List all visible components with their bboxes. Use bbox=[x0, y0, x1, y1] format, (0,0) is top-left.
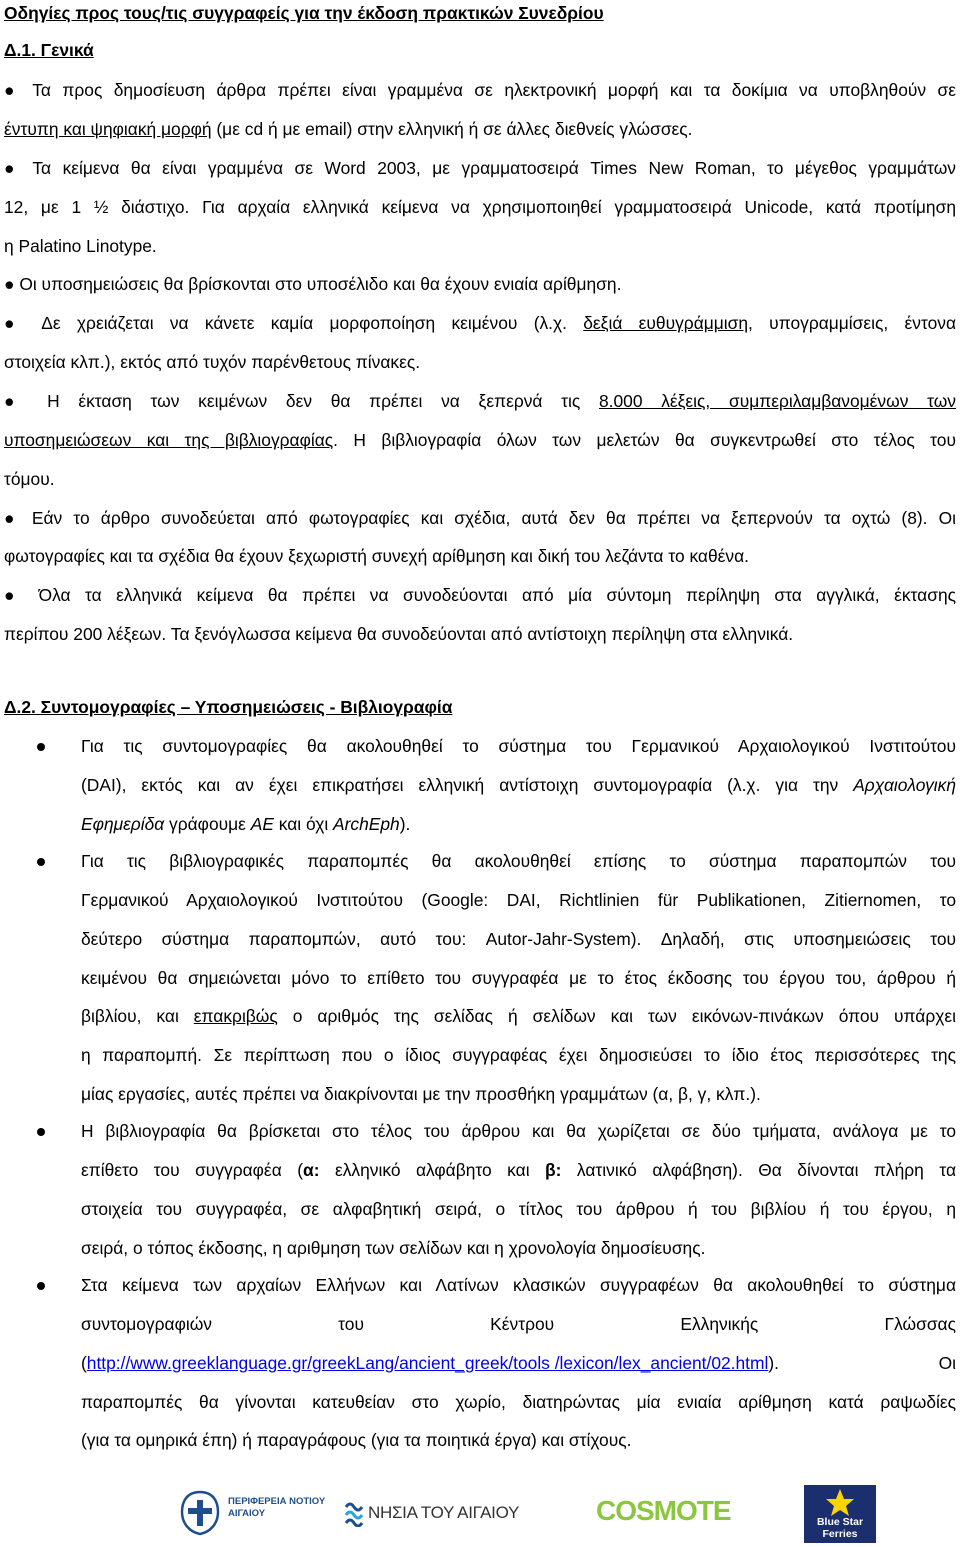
greek-emblem-icon bbox=[178, 1490, 222, 1536]
text-run: γράφουμε bbox=[164, 814, 251, 834]
underlined-text: επακριβώς bbox=[193, 1006, 278, 1026]
waves-icon bbox=[344, 1499, 364, 1527]
text-run: ο αριθμός της σελίδας ή σελίδων και των εικόνων-πινάκων όπου υπάρχει bbox=[277, 1006, 956, 1026]
paragraph-length-line bbox=[4, 390, 956, 412]
italic-text: Αρχαιολογική bbox=[853, 775, 956, 795]
text-run: λατινικό αλφάβηση). Θα δίνονται πλήρη τα bbox=[561, 1160, 957, 1180]
bullet-abbreviations-line: Για τις συντομογραφίες θα ακολουθηθεί το σύστημα του Γερμανικού Αρχαιολογικού Ινστιτούτου bbox=[81, 736, 956, 756]
text-run: υπογραμμίσεις, έντονα bbox=[752, 313, 956, 333]
paragraph-submission-line: ● Τα προς δημοσίευση άρθρα πρέπει είναι γραμμένα σε ηλεκτρονική μορφή και τα δοκίμια να υποβληθούν σε bbox=[4, 80, 956, 100]
italic-text: Εφημερίδα bbox=[81, 814, 165, 834]
star-icon bbox=[825, 1488, 855, 1518]
paragraph-footnotes: ● Οι υποσημειώσεις θα βρίσκονται στο υποσέλιδο και θα έχουν ενιαία αρίθμηση. bbox=[4, 274, 622, 294]
bullet-icon bbox=[37, 858, 45, 866]
bullet-bibliography-line bbox=[81, 1159, 956, 1181]
bullet-classics-line: (για τα ομηρικά έπη) ή παραγράφους (για τα ποιητικά έργα) και στίχους. bbox=[81, 1430, 632, 1450]
cosmote-logo bbox=[594, 1482, 731, 1542]
islands-logo-text: ΝΗΣΙΑ ΤΟΥ ΑΙΓΑΙΟΥ bbox=[368, 1503, 520, 1522]
bluestar-text-line2: Ferries bbox=[822, 1528, 858, 1540]
bluestar-text-line1: Blue Star bbox=[816, 1516, 864, 1528]
bullet-classics-line: συντομογραφιών του Κέντρου Ελληνικής Γλώσσας bbox=[81, 1314, 956, 1334]
paragraph-photos-line: ● Εάν το άρθρο συνοδεύεται από φωτογραφίες και σχέδια, αυτά δεν θα πρέπει να ξεπερνούν τα οχτώ (8). Οι bbox=[4, 508, 956, 528]
text-run: . Η βιβλιογραφία όλων των μελετών θα συγκεντρωθεί στο τέλος του bbox=[333, 430, 956, 450]
paragraph-abstract-line: περίπου 200 λέξεων. Τα ξενόγλωσσα κείμενα θα συνοδεύονται από αντίστοιχη περίληψη στα ελληνικά. bbox=[4, 624, 794, 644]
bullet-references-line: κειμένου θα σημειώνεται μόνο το επίθετο του συγγραφέα με το έτος έκδοσης του έργου του, άρθρου ή bbox=[81, 968, 956, 988]
paragraph-length-line: τόμου. bbox=[4, 469, 55, 489]
text-run: βιβλίου, και bbox=[81, 1006, 194, 1026]
bullet-classics-line bbox=[81, 1352, 956, 1374]
bullet-bibliography-line: σειρά, ο τόπος έκδοσης, η αριθμηση των σελίδων και η χρονολογία δημοσίευσης. bbox=[81, 1238, 706, 1258]
bullet-references-line bbox=[81, 1005, 956, 1027]
bullet-abbreviations-line bbox=[81, 774, 956, 796]
bullet-bibliography-line: στοιχεία του συγγραφέα, σε αλφαβητική σειρά, ο τίτλος του άρθρου ή του βιβλίου ή του έργου, η bbox=[81, 1199, 956, 1219]
bullet-references-line: Γερμανικού Αρχαιολογικού Ινστιτούτου (Google: DAI, Richtlinien für Publikationen, Zitiernomen, το bbox=[81, 890, 956, 910]
bold-text: α: bbox=[303, 1160, 320, 1180]
text-run: ( bbox=[81, 1353, 87, 1373]
text-run: ● Δε χρειάζεται να κάνετε καμία μορφοποίηση κειμένου (λ.χ. bbox=[4, 313, 584, 333]
bullet-references-line: Για τις βιβλιογραφικές παραπομπές θα ακολουθηθεί επίσης το σύστημα παραπομπών του bbox=[81, 851, 956, 871]
paragraph-format-line: ● Τα κείμενα θα είναι γραμμένα σε Word 2003, με γραμματοσειρά Times New Roman, το μέγεθος γραμμάτων bbox=[4, 158, 956, 178]
underlined-text: έντυπη και ψηφιακή μορφή bbox=[4, 119, 212, 139]
document-title: Οδηγίες προς τους/τις συγγραφείς για την έκδοση πρακτικών Συνεδρίου bbox=[4, 3, 604, 23]
region-south-aegean-logo bbox=[178, 1490, 328, 1536]
bullet-references-line: μίας εργασίες, αυτές πρέπει να διακρίνονται με την προσθήκη γραμμάτων (α, β, γ, κλπ.). bbox=[81, 1084, 761, 1104]
bullet-icon bbox=[37, 743, 45, 751]
paragraph-no-formatting-line: στοιχεία κλπ.), εκτός από τυχόν παρένθετους πίνακες. bbox=[4, 352, 421, 372]
text-run: ελληνικό αλφάβητο και bbox=[319, 1160, 546, 1180]
paragraph-format-line: 12, με 1 ½ διάστιχο. Για αρχαία ελληνικά κείμενα να χρησιμοποιηθεί γραμματοσειρά Unicode, κατά προτίμηση bbox=[4, 197, 956, 217]
bullet-icon bbox=[37, 1128, 45, 1136]
text-run: επίθετο του συγγραφέα ( bbox=[81, 1160, 304, 1180]
section-heading-general: Δ.1. Γενικά bbox=[4, 40, 94, 60]
text-run: και όχι bbox=[273, 814, 334, 834]
paragraph-length-line bbox=[4, 429, 956, 451]
underlined-text: υποσημειώσεων και της βιβλιογραφίας bbox=[4, 430, 334, 450]
greeklanguage-link[interactable]: http://www.greeklanguage.gr/greekLang/ancient_greek/tools /lexicon/lex_ancient/02.html bbox=[86, 1353, 769, 1373]
bullet-abbreviations-line bbox=[81, 813, 956, 835]
bullet-references-line: δεύτερο σύστημα παραπομπών, αυτό του: Autor-Jahr-System). Δηλαδή, στις υποσημειώσεις του bbox=[81, 929, 956, 949]
underlined-text: δεξιά ευθυγράμμιση, bbox=[583, 313, 753, 333]
text-run: ). bbox=[768, 1353, 779, 1373]
section-heading-abbreviations: Δ.2. Συντομογραφίες – Υποσημειώσεις - Βιβλιογραφία bbox=[4, 697, 453, 717]
blue-star-ferries-logo bbox=[804, 1485, 876, 1543]
text-run: ● Η έκταση των κειμένων δεν θα πρέπει να ξεπερνά τις bbox=[4, 391, 599, 411]
paragraph-abstract-line: ● Όλα τα ελληνικά κείμενα θα πρέπει να συνοδεύονται από μία σύντομη περίληψη στα αγγλικά, έκτασης bbox=[4, 585, 956, 605]
italic-text: ArchEph bbox=[333, 814, 400, 834]
aegean-islands-logo bbox=[344, 1495, 554, 1535]
bold-text: β: bbox=[545, 1160, 562, 1180]
italic-text: ΑΕ bbox=[250, 814, 274, 834]
underlined-text: 8.000 λέξεις, συμπεριλαμβανομένων των bbox=[598, 391, 956, 411]
paragraph-photos-line: φωτογραφίες και τα σχέδια θα έχουν ξεχωριστή συνεχή αρίθμηση και δική του λεζάντα το καθένα. bbox=[4, 546, 749, 566]
text-run: (με cd ή με email) στην ελληνική ή σε άλλες διεθνείς γλώσσες. bbox=[211, 119, 693, 139]
text-run: Οι bbox=[938, 1353, 956, 1373]
paragraph-no-formatting-line bbox=[4, 312, 956, 334]
region-logo-text: ΠΕΡΙΦΕΡΕΙΑ ΝΟΤΙΟΥ ΑΙΓΑΙΟΥ bbox=[228, 1496, 326, 1519]
paragraph-submission-line bbox=[4, 118, 956, 140]
bullet-icon bbox=[37, 1282, 45, 1290]
cosmote-logo-text: COSMOTE bbox=[596, 1495, 731, 1526]
bullet-bibliography-line: Η βιβλιογραφία θα βρίσκεται στο τέλος του άρθρου και θα χωρίζεται σε δύο τμήματα, ανάλογα με το bbox=[81, 1121, 956, 1141]
text-run: ). bbox=[399, 814, 411, 834]
bullet-references-line: η παραπομπή. Σε περίπτωση που ο ίδιος συγγραφέας έχει δημοσιεύσει το ίδιο έτος περισσότερες της bbox=[81, 1045, 956, 1065]
bullet-classics-line: παραπομπές θα γίνονται κατευθείαν στο χωρίο, διατηρώντας μία ενιαία αρίθμηση κατά ραψωδίες bbox=[81, 1392, 956, 1412]
text-run: (DAI), εκτός και αν έχει επικρατήσει ελληνική αντίστοιχη συντομογραφία (λ.χ. για την bbox=[81, 775, 854, 795]
paragraph-format-line: η Palatino Linotype. bbox=[4, 236, 157, 256]
bullet-classics-line: Στα κείμενα των αρχαίων Ελλήνων και Λατίνων κλασικών συγγραφέων θα ακολουθηθεί το σύστημα bbox=[81, 1275, 956, 1295]
